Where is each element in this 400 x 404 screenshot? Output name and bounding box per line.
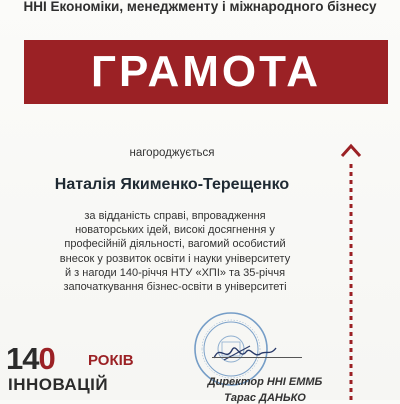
anniversary-number xyxy=(6,343,55,375)
reason-line: й з нагоди 140-річчя НТУ «ХПІ» та 35-річчя xyxy=(64,266,286,279)
decorative-arrow-icon xyxy=(340,142,362,400)
institute-header: ННІ Економіки, менеджменту і міжнародного бізнесу xyxy=(23,0,377,14)
reason-line: новаторських ідей, високі досягнення у xyxy=(75,224,275,237)
signature-line xyxy=(212,357,302,358)
handwritten-signature-icon xyxy=(210,340,280,366)
reason-line: за відданість справі, впровадження xyxy=(84,210,266,222)
anniversary-innovations-label: ІННОВАЦІЙ xyxy=(8,375,109,394)
reason-line: започаткування бізнес-освіти в університеті xyxy=(63,281,287,294)
director-name: Тарас ДАНЬКО xyxy=(224,392,306,404)
reason-line: професійній діяльності, вагомий особистий xyxy=(64,238,286,251)
anniversary-number-part: 14 xyxy=(6,341,39,376)
award-reason xyxy=(40,209,310,294)
anniversary-number-zero: 0 xyxy=(38,341,55,376)
awarded-label: нагороджується xyxy=(129,147,215,159)
certificate-title: ГРАМОТА xyxy=(91,47,321,96)
anniversary-years-label: РОКІВ xyxy=(88,352,134,369)
reason-line: внесок у розвиток освіти і науки університету xyxy=(59,252,291,265)
director-title: Директор ННІ ЕММБ xyxy=(207,376,323,388)
recipient-name: Наталія Якименко-Терещенко xyxy=(54,176,290,193)
